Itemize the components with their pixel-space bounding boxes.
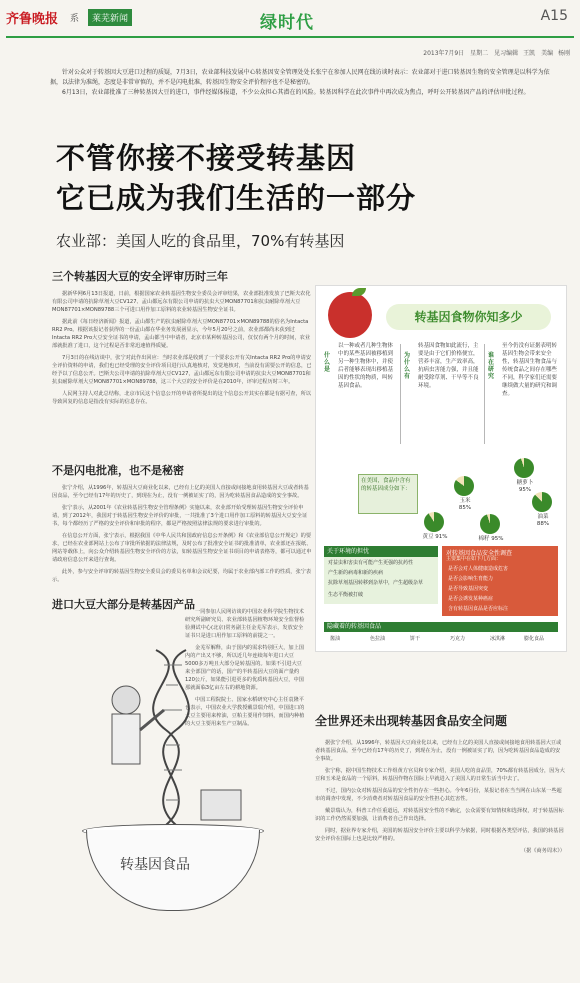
env-heading: 关于环境的担忧 — [324, 546, 438, 557]
gmo-infographic — [315, 285, 567, 652]
survey-item: 是否会对人体健康造成危害 — [448, 566, 509, 572]
env-item: 抗除草剂基因转移到杂草中，产生超级杂草 — [328, 580, 424, 586]
body-paragraph: 人民网主持人对此总结称，北京市民这个信息公开的申请者所提出的这个信息公开其实在都是有据可查，所以导致回复的信息是指没有实际的信息存在。 — [52, 391, 312, 405]
section-review — [52, 268, 312, 410]
body-paragraph: 7月3日的在线访谈中，张宁对此作出回应：当时农业部是收到了一个要求公开有关Intacta RR2 Pro的申请安全评价资料的申请，我们也已经受理的安全评价项目进行认真地核对，发觉地核对，当前没有需要公开的信息，已经予以了信息公开。巴斯夫公司申请的抗除草剂大豆CV127，孟山都远东有限公司申请的抗虫大豆MON87701和抗虫耐除草剂大豆MON87701×MON89788，这三个大豆的安全评价是在2010年，评审过程历时三年。 — [52, 355, 312, 385]
bowl-label: 转基因食品 — [120, 857, 190, 873]
pie-note: 在美国，食品中含有的转基因成分如下： — [358, 474, 418, 514]
pie-cottonseed — [480, 514, 500, 534]
gmo-food-cartoon — [86, 640, 258, 940]
survey-subheading: 主要集中在如下几方面： — [446, 556, 502, 562]
survey-item: 含有转基因食品是否应标注 — [448, 606, 509, 612]
column-divider — [400, 344, 401, 444]
pie-label: 油菜 88% — [536, 514, 550, 527]
masthead-rule — [6, 36, 574, 38]
hidden-item: 膨化食品 — [524, 636, 545, 642]
pie-soybean — [424, 512, 444, 532]
hidden-item: 巧克力 — [450, 636, 466, 642]
body-paragraph: 同时，据业界专家介绍，美国的转基因安全评价主要以科学为依据，同时根据各类型评估，我国的转基因安全评价在国际上也是比较严格的。 — [315, 828, 564, 842]
column-tag: 什么是 — [324, 352, 331, 373]
body-paragraph: 此外，参与安全评审的转基因生物安全委员会的委员名单和会议纪要，均属于农业部内部工作的性质，张宁表示。 — [52, 569, 312, 583]
body-paragraph: 张宁表示，从2001年《农业转基因生物安全管理条例》实施以来，农业部开始受理转基因生物安全评价申请，到了2012年，我国对于转基因生物安全评价的审批，一共批准了3个进口用作加工原料的转基因大豆安全证书，每个都经历了严格的安全评价和审批的程序，都是严格按照法律法规的要求进行审批的。 — [52, 505, 308, 527]
what-text: 以一种或者几种生物体中的某些基因被移植到另一种生物体中，并使后者能够表现出移植基因的性状的物质，叫转基因食品。 — [338, 343, 394, 389]
newspaper-logo — [6, 8, 68, 30]
pie-label: 糖萝卜 95% — [516, 480, 534, 493]
section-no-safety-issue — [315, 712, 565, 859]
body-paragraph: 不过，国内公众对转基因食品的安全性仍存在一些担心。今年6月份，某报记者在当当网在山东某一些超市的调查中发现，不少消费者对转基因食品的安全性担心其危害性。 — [315, 788, 562, 802]
intro-paragraph: 针对公众对于转基因大豆进口过程的质疑，7月3日，农业部科技发展中心转基因安全管理处处长张宁在参加人民网在线访谈时表示：农业部对于进口转基因生物的安全管理是以科学为依据，以法律为准绳，态度是非常审慎的，并不是闪电批准，转基因生物安全评价程序也不是秘密的。 — [50, 69, 550, 86]
body-paragraph: 据新华网6月13日报道，日前，根据国家农业转基因生物安全委员会评审结果，农业部批准发放了巴斯夫农化有限公司申请的抗除草剂大豆CV127、孟山都远东有限公司申请的抗虫大豆MON87701和抗虫耐除草剂大豆MON87701×MON89788三个可进口用作加工原料的农业转基因生物安全证书。 — [52, 291, 311, 313]
headline — [56, 138, 556, 218]
logo-sub: 系 — [70, 14, 80, 24]
masthead — [0, 0, 580, 40]
who-text: 至今仍没有证据表明转基因生物会带来安全性，转基因生物食品与传统食品之间存在哪些不同，科学家们还需要继续做大量的研究和调查。 — [502, 343, 558, 397]
page-number: A15 — [540, 8, 568, 24]
hidden-item: 饼干 — [410, 636, 421, 642]
hidden-item: 色拉油 — [370, 636, 386, 642]
section-heading: 不是闪电批准，也不是秘密 — [52, 464, 184, 477]
pie-rapeseed — [532, 492, 552, 512]
intro-block — [50, 68, 550, 98]
infographic-title: 转基因食物你知多少 — [386, 304, 551, 330]
pie-label: 玉米 85% — [458, 498, 472, 511]
infographic-columns — [324, 342, 560, 452]
subheadline: 农业部：美国人吃的食品里，70%有转基因 — [56, 232, 345, 250]
logo-text: 齐鲁晚报 — [6, 12, 59, 27]
why-text: 转基因食物如此流行，主要是由于它们价格便宜，营养丰富，生产效率高，抗病虫害能力强，并且能耐受除草剂、干旱等不良环境。 — [418, 343, 479, 389]
body-paragraph: 据此前《每日经济新闻》报道，孟山都生产的抗虫耐除草剂大豆MON87701×MON89788的俗名为Intacta RR2 Pro。根据该报记者获得的一份孟山都在华业务发展函显示，今年5月20号之前，农业部都尚未获到过Intacta RR2 Pro大豆安全证书的申请，孟山都当中申请者，北京市某种转基因公司，仅仅有两个月的时间，农业部就批准了进口，这个过程是否非常迅速值得质疑。 — [52, 319, 311, 349]
hidden-item: 酱油 — [330, 636, 341, 642]
intro-paragraph: 6月13日，农业部批准了三种转基因大豆的进口，事件经媒体报道，不少公众担心其潜在的风险。转基因科学在此次事件中再次成为焦点，呼吁公开转基因产品的评估审批过程。 — [62, 89, 530, 96]
pie-label: 棉籽 95% — [478, 536, 504, 542]
pie-sugarbeet — [514, 458, 534, 478]
column-tag: 为什么有 — [404, 352, 411, 380]
env-item: 产生新的病毒和新的疾病 — [328, 570, 384, 576]
body-paragraph: 中国工程院院士、国家水稻研究中心主任袁隆平也表示，中国农业大学教授戴景瑞介绍，中国进口的大豆主要用来榨油，豆粕主要用作饲料，而国内种植的大豆主要用来生产豆制品。 — [185, 697, 305, 727]
hidden-gmo-foods — [324, 622, 560, 646]
headline-line: 不管你接不接受转基因 — [56, 141, 357, 175]
section-heading: 全世界还未出现转基因食品安全问题 — [315, 714, 508, 728]
dna-helix-illustration — [86, 640, 258, 830]
hidden-heading: 隐藏着的转基因食品 — [324, 622, 558, 632]
body-paragraph: 一同参加人民网访谈的中国农业科学院生物技术研究所副研究员、农业部转基因植物环境安全监督检验测试中心(北京)常务副主任金芜军表示，发放安全证书只是进口用作加工原料的前提之一。 — [185, 609, 305, 639]
safety-survey-box — [442, 546, 558, 616]
dateline: 2013年7月9日 星期二 见习编辑 王凯 美编 杨刚 — [423, 50, 570, 57]
env-item: 对益虫和害虫有可能产生更强的抗药性 — [328, 560, 414, 566]
survey-item: 是否会影响生育能力 — [448, 576, 494, 582]
survey-item: 是否会诱发某种癌症 — [448, 596, 494, 602]
leaf-icon — [352, 288, 366, 296]
environment-concerns — [324, 546, 438, 604]
pie-corn — [454, 476, 474, 496]
body-paragraph: 在信息公开方面，张宁表示，根据我国《中华人民共和国政府信息公开条例》和《农业部信息公开规定》的要求，已经在农业部网站上公布了审批所依据的法律法规，及时公布了批准安全证书的批准清单，农业部还在报纸、网站等载体上，向公众介绍转基因生物安全评价的方法，如转基因生物安全证书项目的申请表格等，都可以通过申请政府信息公开来进行查询。 — [52, 533, 312, 563]
column-divider — [484, 344, 485, 444]
section-title: 绿时代 — [260, 13, 314, 33]
survey-heading: 对转基因食品安全性调查 — [446, 550, 513, 557]
hidden-item: 冰淇淋 — [490, 636, 506, 642]
body-paragraph: 戴景瑞认为，科普工作任重道远，对转基因安全性的不确定，公众需要有知情权和选择权，对于转基因标识的工作仍然需要加强，让消费者自己作出选择。 — [315, 808, 564, 822]
gmo-percentage-pies — [324, 454, 560, 546]
body-paragraph: 金芜军解释，由于国内的需求特别巨大，加上国内的产出又不够，所以近几年连续每年进口大豆5000多万吨且大部分是转基因的。如果不引进大豆来全部国产的话，国产的半转基因大豆的面产量约120公斤，如果能引进更多的优质转基因大豆，中国那就面临3亿亩左右的耕地资源。 — [185, 645, 304, 691]
body-paragraph: 据张宁介绍，从1996年，转基因大豆商业化以来，已经有上亿的美国人直接或间接地食用转基因大豆或者转基因食品，至今已经有17年的历史了，到现在为止，没有一例被证实了的，因为吃转基因食品造成的安全事故。 — [315, 740, 562, 762]
section-heading: 三个转基因大豆的安全评审历时三年 — [52, 270, 228, 283]
pie-label: 黄豆 91% — [422, 534, 448, 540]
survey-item: 是否导致基因突变 — [448, 586, 489, 592]
section-heading: 进口大豆大部分是转基因产品 — [52, 598, 195, 611]
body-paragraph: 张宁介绍，从1996年，转基因大豆商业化以来，已经有上亿的美国人直接或间接地食用转基因大豆或者转基因食品，至今已经有17年的历史了，到现在为止，没有一例被证实了的，因为吃转基因食品造成的安全事故。 — [52, 485, 309, 499]
headline-line: 它已成为我们生活的一部分 — [56, 181, 417, 215]
section-not-secret — [52, 462, 312, 588]
env-item: 生态平衡被打破 — [328, 592, 364, 598]
apple-icon — [328, 292, 372, 338]
body-paragraph: 张宁称，据中国生物技术工作组黄方官员和专家介绍，美国人吃的食品里，70%都有转基因成分，因为大豆和玉米是食品的一个原料，转基因作物在国际上早就进入了美国人的日常生活当中去了。 — [315, 768, 565, 782]
source-credit: （据《商务周末》） — [520, 848, 565, 854]
column-tag: 谁在研究 — [488, 352, 495, 380]
edition-badge: 莱芜新闻 — [88, 9, 132, 26]
